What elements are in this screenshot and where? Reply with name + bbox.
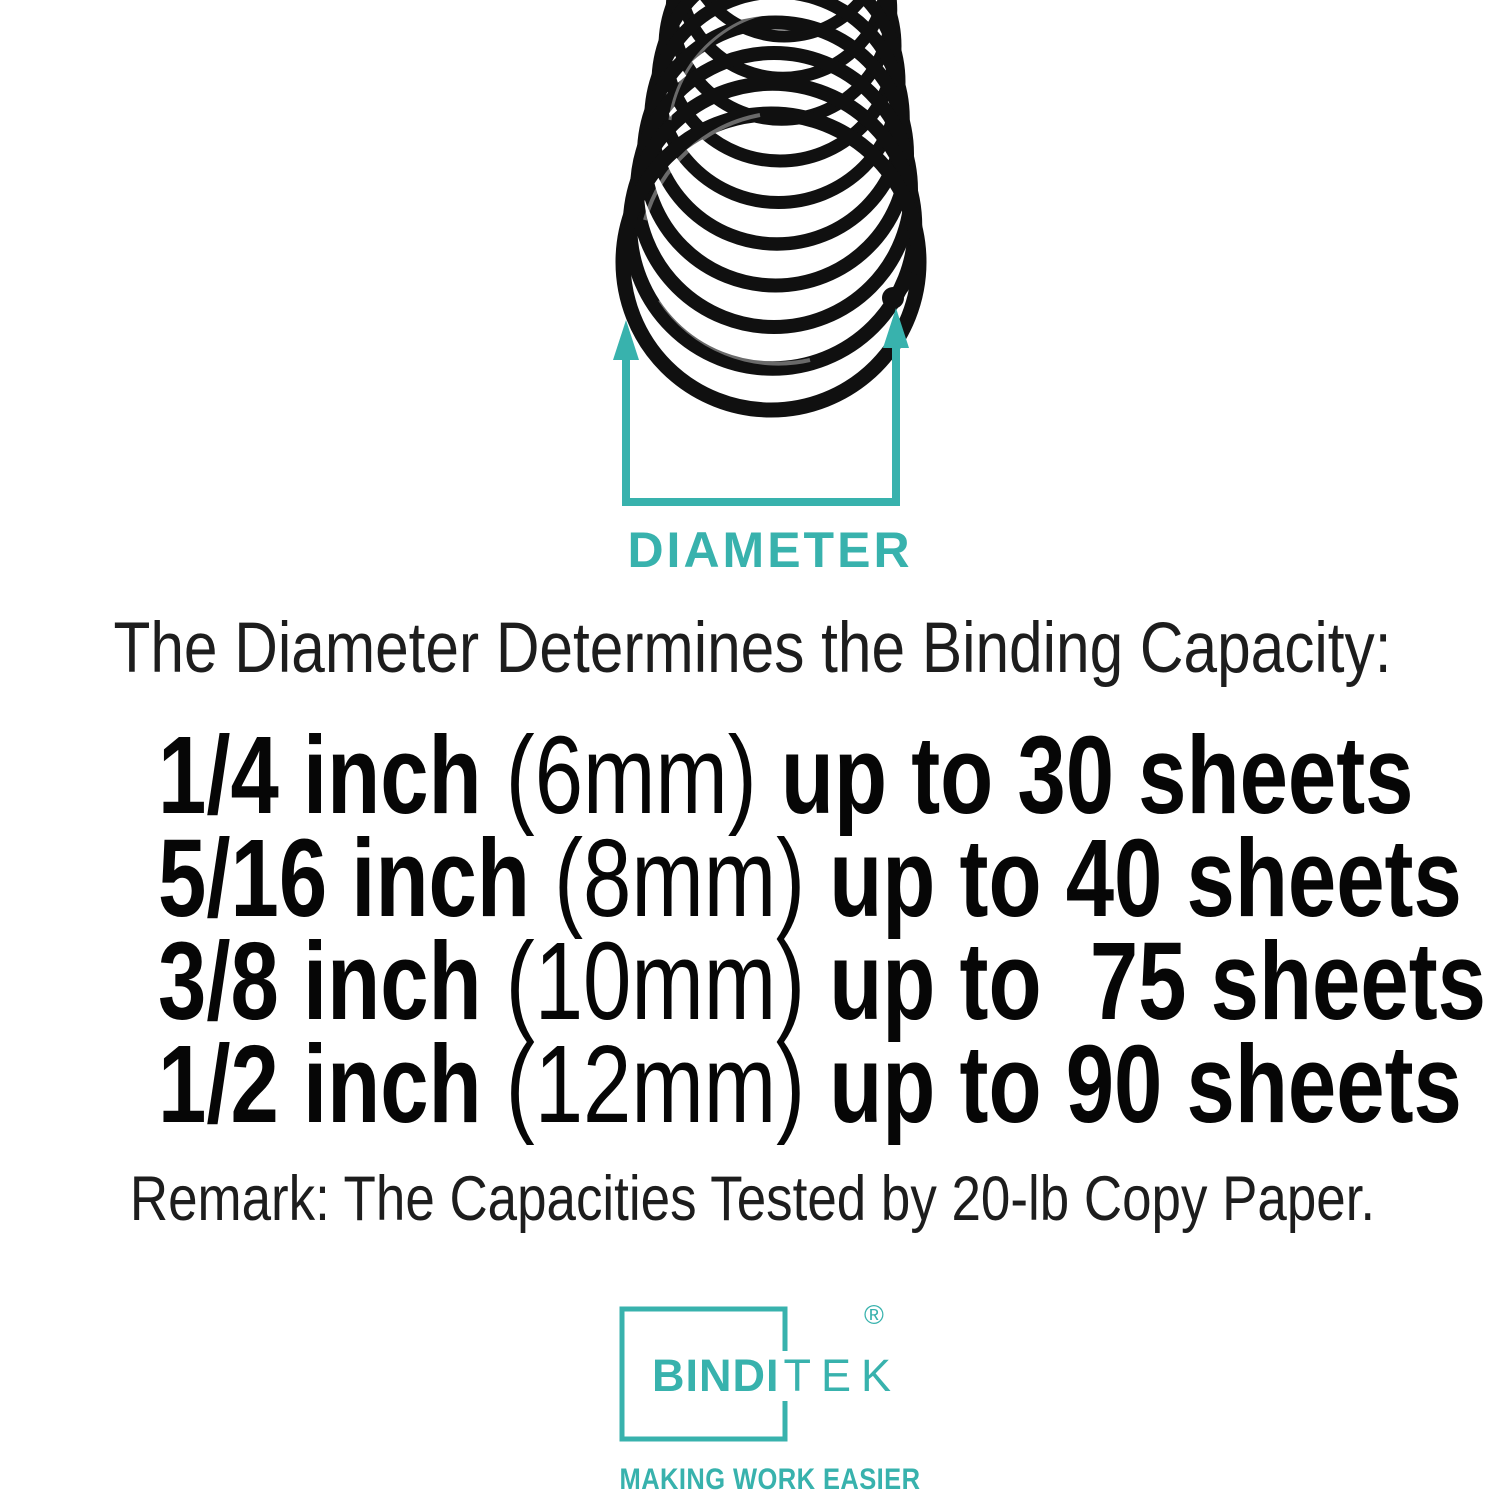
left-arrow-up-icon	[613, 320, 639, 360]
bracket-lines	[626, 345, 896, 502]
capacity-size: 1/2 inch	[158, 1023, 482, 1146]
capacity-size: 1/4 inch	[158, 714, 482, 837]
capacity-sheets: up to 75 sheets	[829, 920, 1486, 1043]
capacity-sheets: up to 30 sheets	[780, 714, 1414, 837]
remark-text: Remark: The Capacities Tested by 20-lb Copy Paper.	[129, 1164, 1376, 1234]
right-arrow-up-icon	[883, 308, 909, 348]
capacity-mm: (12mm)	[505, 1023, 806, 1146]
capacity-sheets: up to 90 sheets	[829, 1023, 1462, 1146]
capacity-sheets: up to 40 sheets	[829, 817, 1462, 940]
brand-wordmark	[652, 1350, 901, 1402]
capacity-mm: (6mm)	[505, 714, 757, 837]
capacity-row	[158, 1023, 1462, 1146]
registered-trademark-icon: ®	[864, 1300, 884, 1330]
brand-light-part: TEK	[783, 1350, 902, 1401]
capacity-list	[0, 714, 1505, 1146]
capacity-size: 3/8 inch	[158, 920, 482, 1043]
capacity-row	[158, 817, 1462, 940]
logo-tagline: MAKING WORK EASIER	[619, 1463, 921, 1496]
capacity-size: 5/16 inch	[158, 817, 530, 940]
brand-bold-part: BINDI	[652, 1350, 780, 1401]
capacity-row	[158, 714, 1414, 837]
capacity-row	[158, 920, 1486, 1043]
capacity-mm: (10mm)	[505, 920, 806, 1043]
heading: The Diameter Determines the Binding Capacity:	[113, 609, 1392, 688]
diameter-bracket	[560, 300, 980, 510]
capacity-mm: (8mm)	[554, 817, 806, 940]
diameter-label: DIAMETER	[627, 522, 913, 578]
